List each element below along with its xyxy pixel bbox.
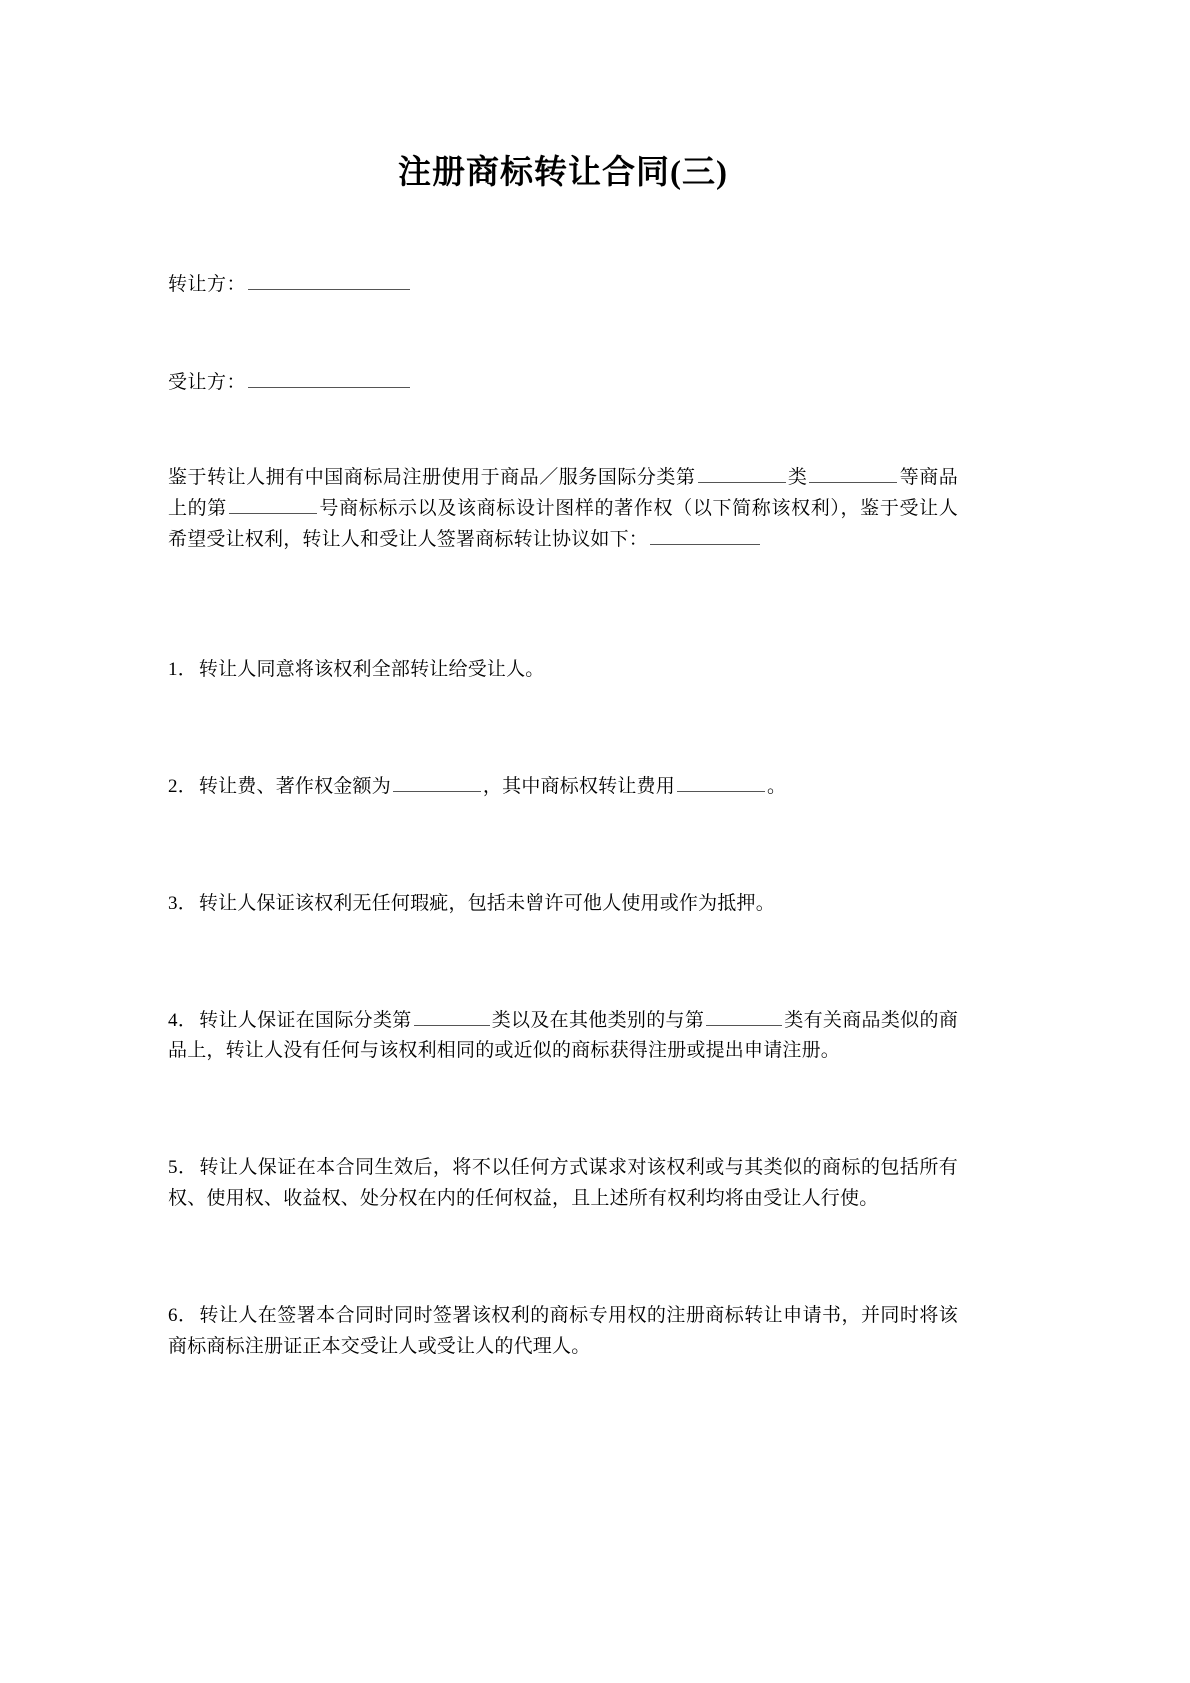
- preamble-paragraph: [168, 463, 958, 555]
- clause-item-5: [168, 1153, 958, 1215]
- preamble-text-4: 号商标标示以及该商标设计图样的著作权（以下简称该权利），鉴于受让人希望受让权利，转让人和受让人签署商标转让协议如下：: [168, 497, 958, 550]
- clause-5-text: 转让人保证在本合同生效后，将不以任何方式谋求对该权利或与其类似的商标的包括所有权、使用权、收益权、处分权在内的任何权益，且上述所有权利均将由受让人行使。: [168, 1157, 958, 1209]
- clause-1-text: 转让人同意将该权利全部转让给受让人。: [198, 659, 545, 681]
- clause-2-number: 2．: [168, 776, 197, 798]
- clause-item-4: [168, 1006, 958, 1068]
- clause-4-text-1: 转让人保证在国际分类第: [199, 1009, 412, 1031]
- clause-item-3: [168, 889, 958, 920]
- clause-2-text-1: 转让费、著作权金额为: [198, 776, 391, 798]
- clause-2-blank-total-fee[interactable]: [393, 772, 481, 792]
- transferor-label: 转让方：: [168, 273, 247, 295]
- preamble-blank-tail[interactable]: [650, 525, 760, 545]
- transferor-row: [168, 267, 958, 303]
- preamble-text-2: 类: [787, 467, 808, 489]
- document-title: 注册商标转让合同(三): [398, 155, 728, 191]
- party-block: [168, 267, 958, 401]
- clause-3-number: 3．: [168, 892, 197, 914]
- clause-2-text-3: 。: [766, 776, 787, 798]
- preamble-text-3: 等商品上的第: [168, 467, 958, 519]
- transferee-label: 受让方：: [168, 371, 247, 393]
- clause-6-text: 转让人在签署本合同时同时签署该权利的商标专用权的注册商标转让申请书，并同时将该商标商标注册证正本交受让人或受让人的代理人。: [168, 1304, 958, 1357]
- clause-4-text-3: 类有关商品类似的商品上，转让人没有任何与该权利相同的或近似的商标获得注册或提出申请注册。: [168, 1009, 959, 1062]
- clause-item-6: [168, 1301, 958, 1363]
- clause-list: [168, 655, 958, 1362]
- clause-6-number: 6．: [168, 1304, 198, 1326]
- transferee-row: [168, 365, 958, 401]
- transferor-blank-field[interactable]: [248, 270, 410, 290]
- document-body: [168, 0, 958, 1362]
- clause-4-number: 4．: [168, 1009, 198, 1031]
- preamble-text-1: 鉴于转让人拥有中国商标局注册使用于商品／服务国际分类第: [168, 467, 696, 489]
- transferee-blank-field[interactable]: [248, 368, 410, 388]
- clause-item-1: [168, 655, 958, 686]
- clause-4-blank-class-b[interactable]: [706, 1006, 782, 1026]
- clause-5-number: 5．: [168, 1157, 198, 1179]
- clause-1-number: 1．: [168, 659, 197, 681]
- clause-3-text: 转让人保证该权利无任何瑕疵，包括未曾许可他人使用或作为抵押。: [198, 892, 775, 914]
- preamble-blank-trademark-number[interactable]: [229, 494, 317, 514]
- preamble-blank-class-extra[interactable]: [809, 463, 897, 483]
- preamble-blank-class-number[interactable]: [698, 463, 786, 483]
- clause-item-2: [168, 772, 958, 803]
- clause-2-text-2: ，其中商标权转让费用: [482, 776, 675, 798]
- clause-4-text-2: 类以及在其他类别的与第: [491, 1009, 705, 1031]
- clause-2-blank-trademark-fee[interactable]: [677, 772, 765, 792]
- clause-4-blank-class-a[interactable]: [414, 1006, 490, 1026]
